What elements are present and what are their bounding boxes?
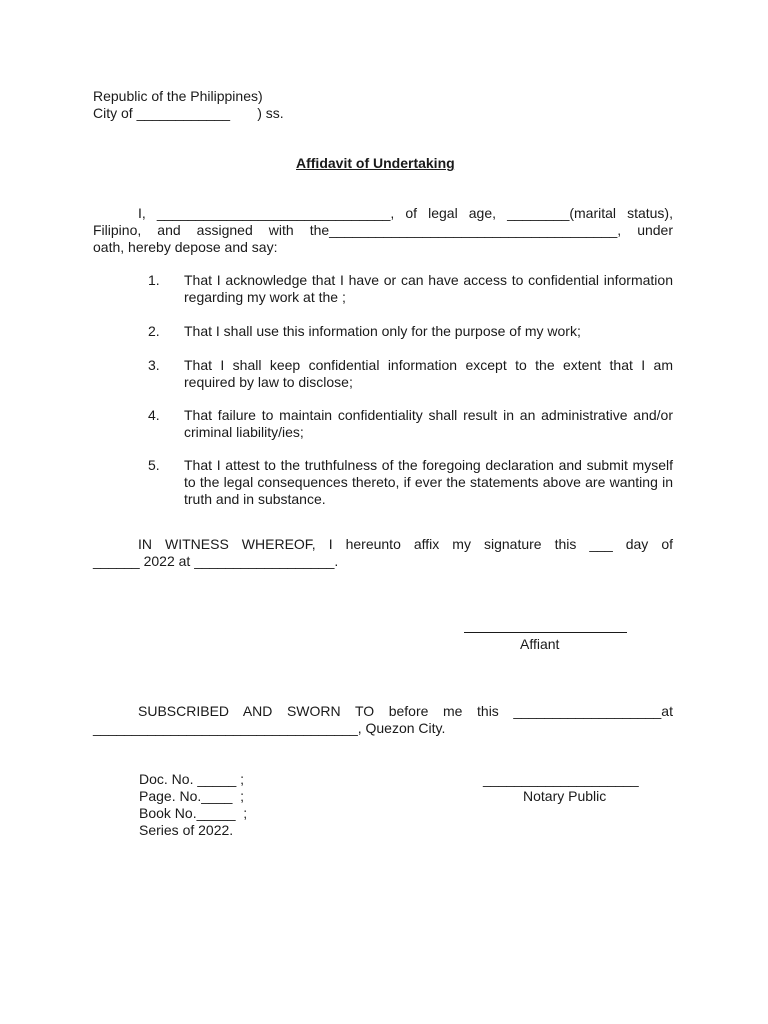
notary-label: Notary Public (523, 788, 607, 804)
subscribed-line-2: __________________________________, Quezon City. (93, 720, 446, 736)
affiant-label: Affiant (520, 636, 560, 652)
affiant-signature-line (464, 632, 627, 633)
witness-line-2: ______ 2022 at __________________. (93, 553, 339, 569)
item-number: 2. (148, 323, 160, 339)
series: Series of 2022. (139, 822, 234, 838)
intro-line-2: Filipino, and assigned with the_____________________________________, under (93, 222, 673, 238)
item-number: 4. (148, 407, 160, 423)
item-number: 1. (148, 272, 160, 288)
item-number: 5. (148, 457, 160, 473)
witness-line-1: IN WITNESS WHEREOF, I hereunto affix my signature this ___ day of (138, 536, 673, 552)
page-number: Page. No.____ ; (139, 788, 245, 804)
document-title: Affidavit of Undertaking (296, 155, 455, 171)
doc-number: Doc. No. _____ ; (139, 771, 245, 787)
item-text: That I shall use this information only for the purpose of my work; (184, 323, 581, 339)
item-text: That I shall keep confidential information except to the extent that I am required by law to disclose; (184, 357, 673, 390)
item-number: 3. (148, 357, 160, 373)
notary-signature-line: ____________________ (483, 771, 639, 787)
item-text: That I attest to the truthfulness of the foregoing declaration and submit myself to the legal consequences thereto, if ever the statements above are wanting in truth and in substance. (184, 457, 673, 507)
intro-line-3: oath, hereby depose and say: (93, 239, 278, 255)
item-text: That I acknowledge that I have or can have access to confidential information regarding my work at the ; (184, 272, 673, 305)
header-city: City of ____________ ) ss. (93, 105, 284, 121)
book-number: Book No._____ ; (139, 805, 248, 821)
item-text: That failure to maintain confidentiality shall result in an administrative and/or criminal liability/ies; (184, 407, 673, 440)
intro-line-1: I, ______________________________, of legal age, ________(marital status), (138, 205, 673, 221)
header-republic: Republic of the Philippines) (93, 88, 263, 104)
subscribed-line-1: SUBSCRIBED AND SWORN TO before me this ___________________at (138, 703, 673, 719)
